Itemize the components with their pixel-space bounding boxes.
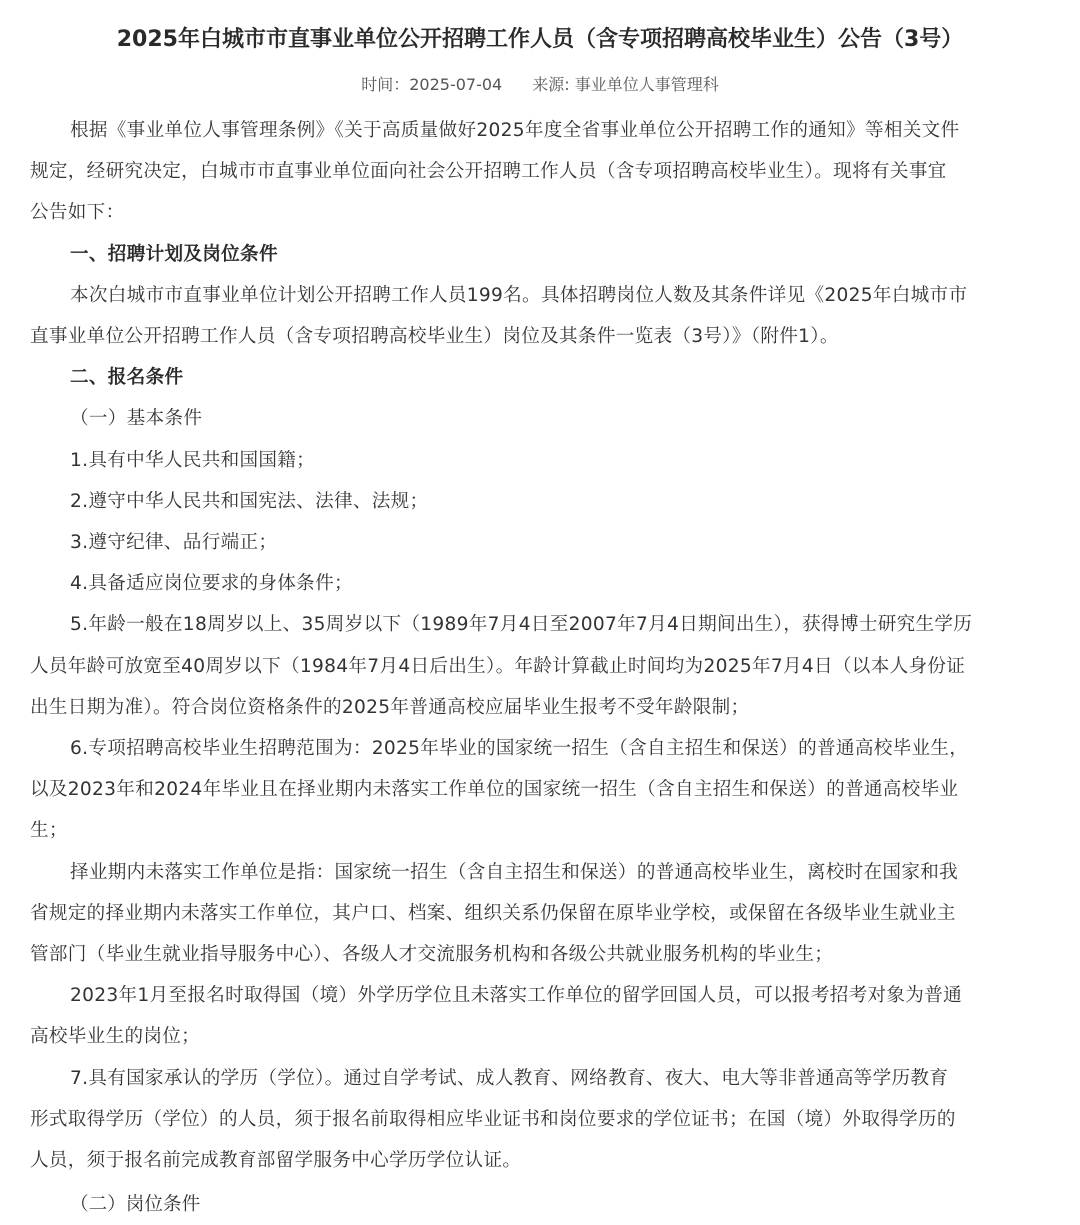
paragraph-line: 出生日期为准）。符合岗位资格条件的2025年普通高校应届毕业生报考不受年龄限制；	[30, 696, 750, 718]
paragraph-line: 形式取得学历（学位）的人员，须于报名前取得相应毕业证书和岗位要求的学位证书；在国（境）外取得学历的	[30, 1108, 956, 1130]
paragraph-line: 以及2023年和2024年毕业且在择业期内未落实工作单位的国家统一招生（含自主招生和保送）的普通高校毕业	[30, 779, 959, 801]
publish-time: 时间：2025-07-04	[361, 75, 503, 94]
paragraph-line: 7.具有国家承认的学历（学位）。通过自学考试、成人教育、网络教育、夜大、电大等非普通高等学历教育	[70, 1067, 949, 1089]
body-paragraph	[30, 522, 1050, 563]
paragraph-line: 规定，经研究决定，白城市市直事业单位面向社会公开招聘工作人员（含专项招聘高校毕业生）。现将有关事宜	[30, 161, 947, 183]
paragraph-line: 2.遵守中华人民共和国宪法、法律、法规；	[70, 490, 429, 512]
body-paragraph	[30, 1058, 1050, 1182]
paragraph-line: 5.年龄一般在18周岁以上、35周岁以下（1989年7月4日至2007年7月4日期间出生），获得博士研究生学历	[70, 614, 973, 636]
paragraph-line: 4.具备适应岗位要求的身体条件；	[70, 573, 353, 595]
paragraph-line: 生；	[30, 820, 68, 842]
paragraph-line: 6.专项招聘高校毕业生招聘范围为：2025年毕业的国家统一招生（含自主招生和保送）的普通高校毕业生，	[70, 738, 969, 760]
body-paragraph	[30, 398, 1050, 439]
paragraph-line: 3.遵守纪律、品行端正；	[70, 532, 278, 554]
publish-source: 来源: 事业单位人事管理科	[532, 75, 719, 94]
paragraph-line: 本次白城市市直事业单位计划公开招聘工作人员199名。具体招聘岗位人数及其条件详见《2025年白城市市	[70, 284, 968, 306]
paragraph-line: 择业期内未落实工作单位是指：国家统一招生（含自主招生和保送）的普通高校毕业生，离校时在国家和我	[70, 861, 959, 883]
paragraph-line: 直事业单位公开招聘工作人员（含专项招聘高校毕业生）岗位及其条件一览表（3号）》（附件1）。	[30, 326, 839, 348]
body-paragraph	[30, 275, 1050, 357]
paragraph-line: 根据《事业单位人事管理条例》《关于高质量做好2025年度全省事业单位公开招聘工作的通知》等相关文件	[70, 120, 960, 141]
partially-visible-heading: （二）岗位条件	[70, 1194, 201, 1215]
section-heading: 二、报名条件	[70, 367, 184, 389]
body-paragraph	[30, 563, 1050, 604]
article-meta	[0, 72, 1080, 98]
article-body	[30, 110, 1050, 1181]
body-paragraph	[30, 852, 1050, 976]
section-heading: 一、招聘计划及岗位条件	[70, 243, 278, 265]
body-paragraph	[30, 604, 1050, 728]
paragraph-line: 人员，须于报名前完成教育部留学服务中心学历学位认证。	[30, 1150, 522, 1172]
paragraph-line: 高校毕业生的岗位；	[30, 1026, 201, 1048]
paragraph-line: 人员年龄可放宽至40周岁以下（1984年7月4日后出生）。年龄计算截止时间均为2025年7月4日（以本人身份证	[30, 655, 966, 677]
body-paragraph	[30, 110, 1050, 234]
body-paragraph	[30, 440, 1050, 481]
paragraph-line: 省规定的择业期内未落实工作单位，其户口、档案、组织关系仍保留在原毕业学校，或保留在各级毕业生就业主	[30, 902, 956, 924]
page-title: 2025年白城市市直事业单位公开招聘工作人员（含专项招聘高校毕业生）公告（3号）	[116, 27, 964, 52]
paragraph-line: 管部门（毕业生就业指导服务中心）、各级人才交流服务机构和各级公共就业服务机构的毕业生；	[30, 944, 834, 966]
paragraph-line: 公告如下：	[30, 202, 125, 224]
paragraph-line: （一）基本条件	[70, 408, 203, 430]
body-paragraph	[30, 481, 1050, 522]
paragraph-line: 1.具有中华人民共和国国籍；	[70, 449, 316, 471]
paragraph-line: 2023年1月至报名时取得国（境）外学历学位且未落实工作单位的留学回国人员，可以报考招考对象为普通	[70, 985, 962, 1007]
body-paragraph	[30, 728, 1050, 852]
body-paragraph	[30, 975, 1050, 1057]
